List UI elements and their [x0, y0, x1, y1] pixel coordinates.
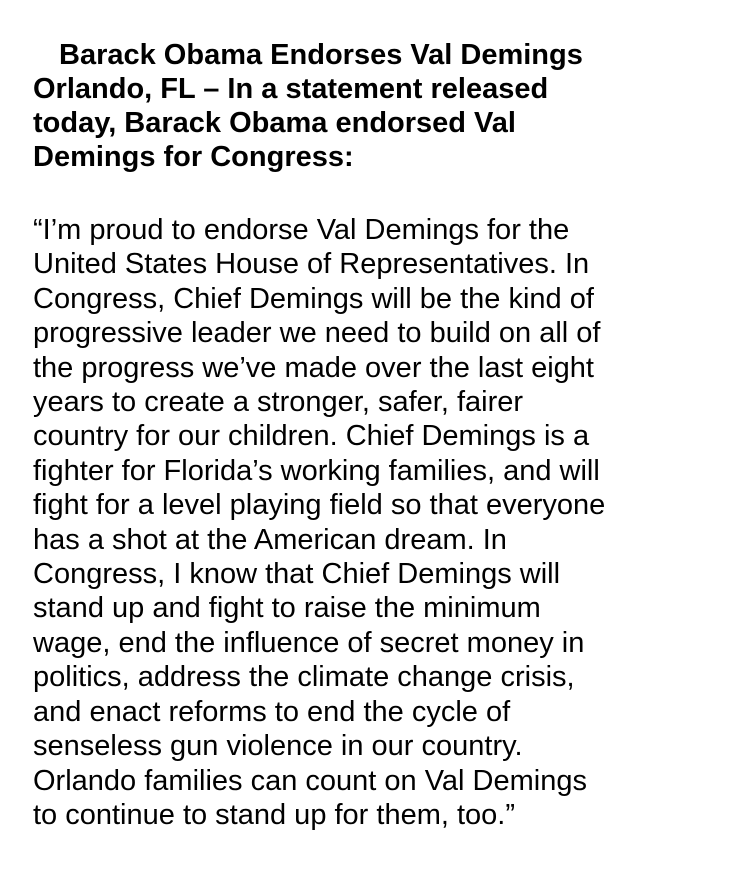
headline: Barack Obama Endorses Val Demings	[59, 39, 583, 71]
quote-line: fighter for Florida’s working families, and will	[33, 454, 600, 487]
quote-line: fight for a level playing field so that everyone	[33, 489, 606, 522]
quote-line: senseless gun violence in our country.	[33, 730, 523, 763]
quote-line: Congress, Chief Demings will be the kind of	[33, 282, 594, 315]
lead-line: Demings for Congress:	[33, 141, 354, 173]
endorsement-quote	[33, 213, 733, 832]
quote-line: the progress we’ve made over the last eight	[33, 351, 594, 384]
quote-line: “I’m proud to endorse Val Demings for the	[33, 214, 570, 246]
quote-line: United States House of Representatives. In	[33, 248, 590, 281]
quote-line: Orlando families can count on Val Demings	[33, 764, 587, 797]
quote-line: and enact reforms to end the cycle of	[33, 695, 511, 728]
press-release	[33, 38, 733, 832]
quote-line: has a shot at the American dream. In	[33, 523, 507, 556]
lead-line: Orlando, FL – In a statement released	[33, 73, 549, 105]
quote-line: stand up and fight to raise the minimum	[33, 592, 541, 625]
quote-line: progressive leader we need to build on all of	[33, 317, 601, 350]
lead-paragraph	[33, 72, 733, 174]
quote-line: years to create a stronger, safer, fairer	[33, 386, 524, 419]
quote-line: politics, address the climate change crisis,	[33, 661, 575, 694]
quote-line: Congress, I know that Chief Demings will	[33, 558, 561, 591]
quote-line: country for our children. Chief Demings is a	[33, 420, 590, 453]
lead-line: today, Barack Obama endorsed Val	[33, 107, 516, 139]
quote-line: to continue to stand up for them, too.”	[33, 798, 516, 831]
quote-line: wage, end the influence of secret money in	[33, 626, 585, 659]
